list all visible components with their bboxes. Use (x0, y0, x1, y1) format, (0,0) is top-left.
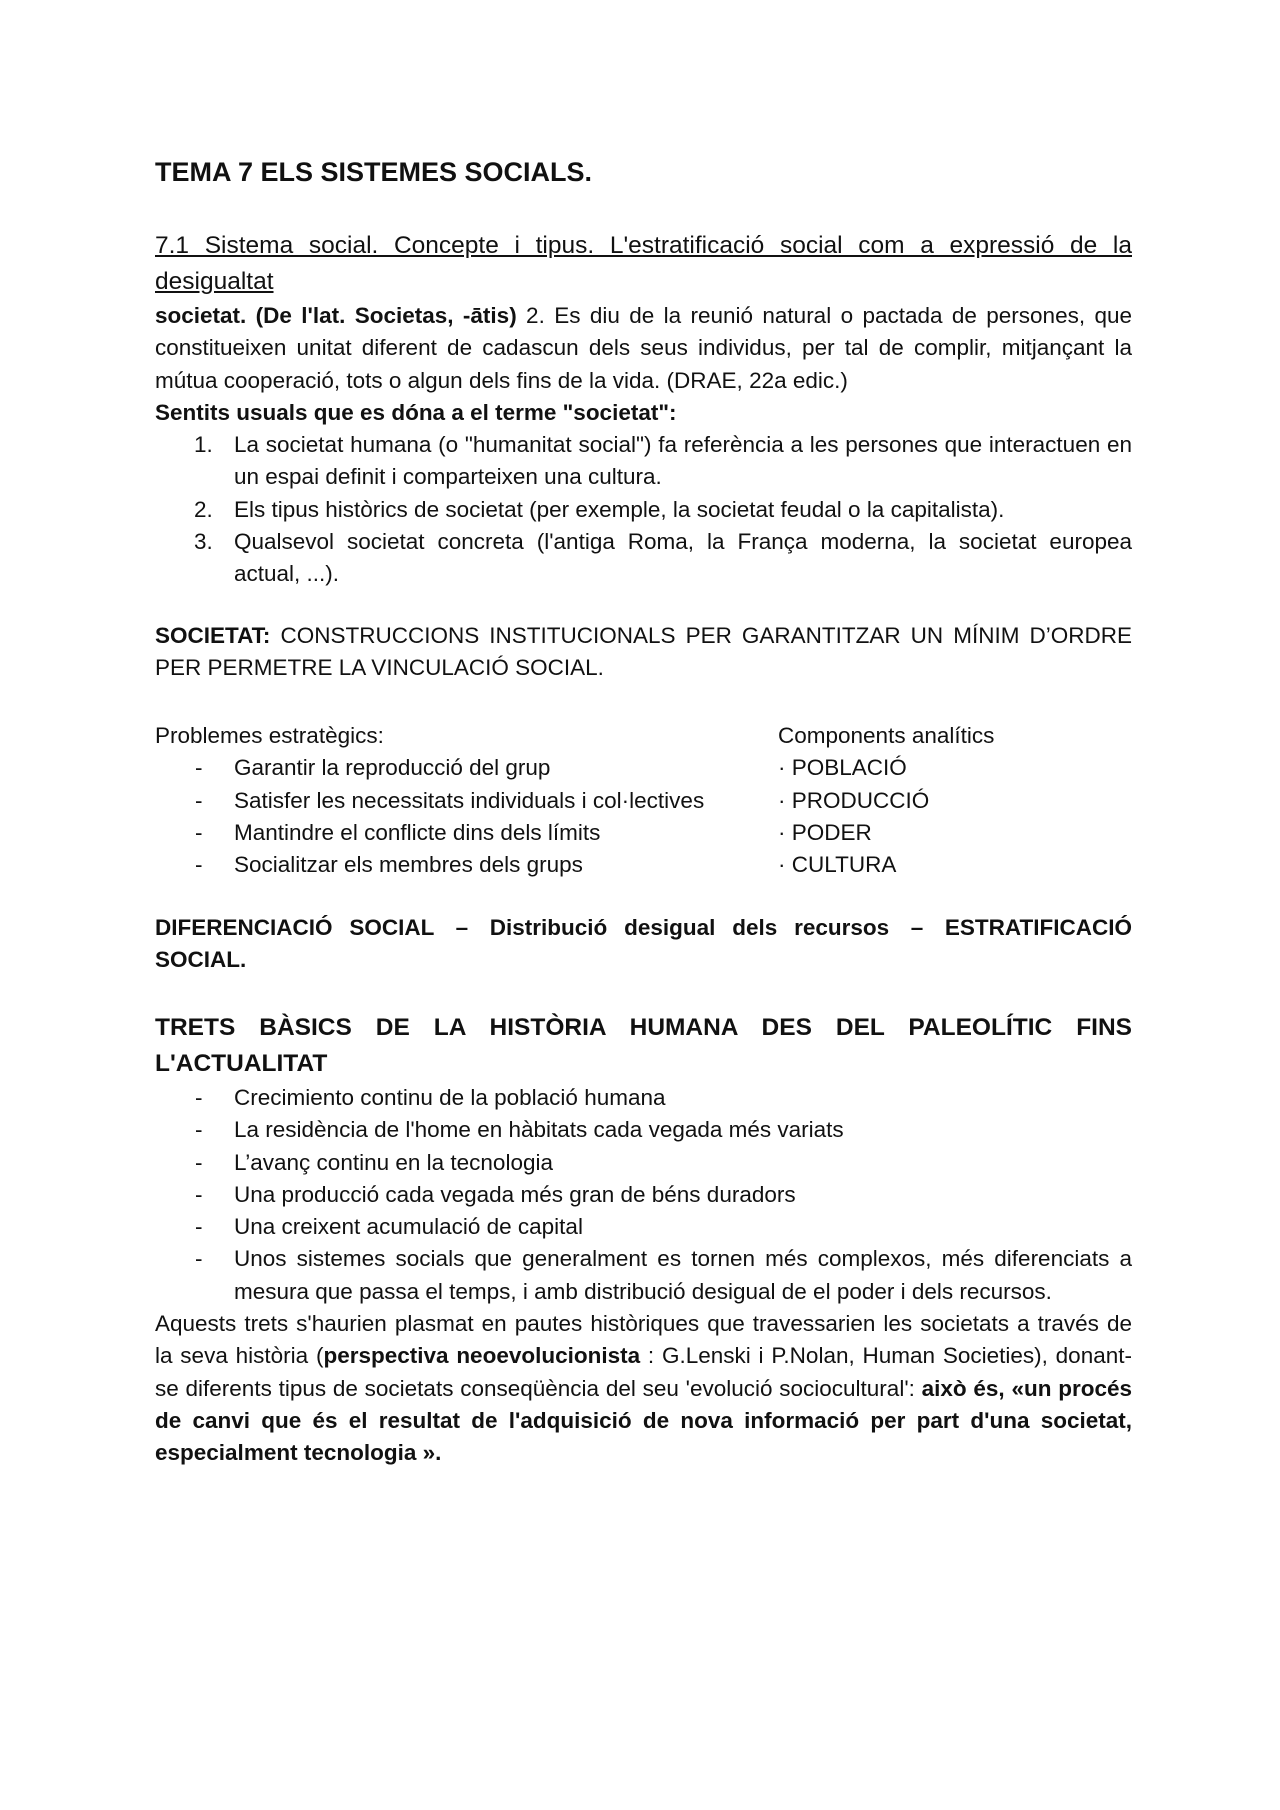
list-item (155, 1114, 1132, 1146)
definition-paragraph (155, 300, 1132, 397)
problems-list (155, 752, 755, 881)
dash-bullet: - (195, 787, 203, 813)
differentiation-part1: DIFERENCIACIÓ SOCIAL (155, 915, 434, 940)
arrow-dash: – (455, 915, 469, 940)
list-item-text: Garantir la reproducció del grup (234, 755, 551, 781)
list-item-text: Mantindre el conflicte dins dels límits (234, 819, 601, 845)
senses-list (155, 429, 1132, 590)
dash-bullet: - (195, 755, 203, 781)
traits-block (155, 1010, 1132, 1470)
list-item-text: La residència de l'home en hàbitats cada vegada més variats (234, 1117, 844, 1143)
list-item (155, 817, 755, 849)
senses-heading: Sentits usuals que es dóna a el terme "societat": (155, 399, 677, 425)
dash-bullet: - (195, 852, 203, 878)
list-item-text: Qualsevol societat concreta (l'antiga Roma, la França moderna, la societat europea actual, ...). (234, 529, 1132, 587)
differentiation-paragraph (155, 912, 1132, 977)
closing-text-2: : G.Lenski i P.Nolan, Human Societies), donant-se diferents tipus de societats conseqüència del seu 'evolució sociocultural': (155, 1343, 1132, 1401)
list-item (155, 429, 1132, 494)
list-item (155, 526, 1132, 591)
definition-block (155, 300, 1132, 591)
problems-column (155, 720, 755, 881)
closing-paragraph (155, 1308, 1132, 1469)
list-item (155, 752, 755, 784)
list-item-text: Unos sistemes socials que generalment es tornen més complexos, més diferenciats a mesura que passa el temps, i amb distribució desigual de el poder i dels recursos. (234, 1246, 1132, 1304)
dash-bullet: - (195, 1149, 203, 1175)
section-subtitle: 7.1 Sistema social. Concepte i tipus. L'estratificació social com a expressió de la desigualtat (155, 232, 1132, 295)
differentiation-part2: Distribució desigual dels recursos (489, 915, 890, 940)
arrow-dash: – (910, 915, 924, 940)
component-item: · PODER (778, 819, 872, 845)
dash-bullet: - (195, 1246, 203, 1272)
component-item: · CULTURA (778, 852, 897, 878)
list-item-text: Una creixent acumulació de capital (234, 1214, 583, 1240)
problems-heading: Problemes estratègics: (155, 723, 384, 748)
list-item (155, 1243, 1132, 1308)
list-item-text: L’avanç continu en la tecnologia (234, 1149, 553, 1175)
dash-bullet: - (195, 1117, 203, 1143)
list-number: 2. (194, 496, 213, 522)
traits-list (155, 1082, 1132, 1308)
definition-term: societat. (De l'lat. Societas, -ātis) (155, 303, 517, 328)
list-item-text: Socialitzar els membres dels grups (234, 852, 583, 878)
differentiation-block (155, 912, 1132, 977)
list-number: 1. (194, 432, 213, 458)
dash-bullet: - (195, 1085, 203, 1110)
list-item (155, 1211, 1132, 1243)
dash-bullet: - (195, 1181, 203, 1207)
list-item-text: Els tipus històrics de societat (per exemple, la societat feudal o la capitalista). (234, 496, 1005, 522)
list-item-text: Una producció cada vegada més gran de béns duradors (234, 1181, 796, 1207)
document-title: TEMA 7 ELS SISTEMES SOCIALS. (155, 157, 593, 187)
list-item (155, 1179, 1132, 1211)
societat-text: CONSTRUCCIONS INSTITUCIONALS PER GARANTITZAR UN MÍNIM D’ORDRE PER PERMETRE LA VINCULACIÓ SOCIAL. (155, 623, 1132, 681)
list-item-text: La societat humana (o "humanitat social") fa referència a les persones que interactuen en un espai definit i comparteixen una cultura. (234, 432, 1132, 490)
list-item (155, 1082, 1132, 1114)
closing-bold-1: perspectiva neoevolucionista (323, 1343, 641, 1369)
societat-definition (155, 620, 1132, 685)
societat-paragraph (155, 620, 1132, 685)
dash-bullet: - (195, 1214, 203, 1240)
list-item (155, 849, 755, 881)
list-number: 3. (194, 529, 213, 555)
closing-bold-2: això és, «un procés de canvi que és el resultat de l'adquisició de nova informació per part d'una societat, especialment tecnologia ». (155, 1375, 1132, 1466)
list-item-text: Crecimiento continu de la població humana (234, 1085, 666, 1110)
list-item-text: Satisfer les necessitats individuals i col·lectives (234, 787, 705, 813)
list-item (155, 785, 755, 817)
closing-text-1: Aquests trets s'haurien plasmat en pautes històriques que travessarien les societats a través de la seva història ( (155, 1311, 1132, 1369)
societat-label: SOCIETAT: (155, 623, 271, 648)
traits-heading: TRETS BÀSICS DE LA HISTÒRIA HUMANA DES DEL PALEOLÍTIC FINS L'ACTUALITAT (155, 1014, 1132, 1077)
definition-text: 2. Es diu de la reunió natural o pactada de persones, que constitueixen unitat diferent de cadascun dels seus individus, per tal de complir, mitjançant la mútua cooperació, tots o algun dels fins de la vida. (DRAE, 22a edic.) (155, 303, 1132, 393)
list-item (155, 1147, 1132, 1179)
component-item: · PRODUCCIÓ (778, 787, 930, 813)
components-column (778, 720, 1132, 881)
dash-bullet: - (195, 819, 203, 845)
list-item (155, 494, 1132, 526)
components-heading: Components analítics (778, 723, 995, 748)
differentiation-part3: ESTRATIFICACIÓ SOCIAL. (155, 915, 1132, 973)
component-item: · POBLACIÓ (778, 755, 907, 781)
